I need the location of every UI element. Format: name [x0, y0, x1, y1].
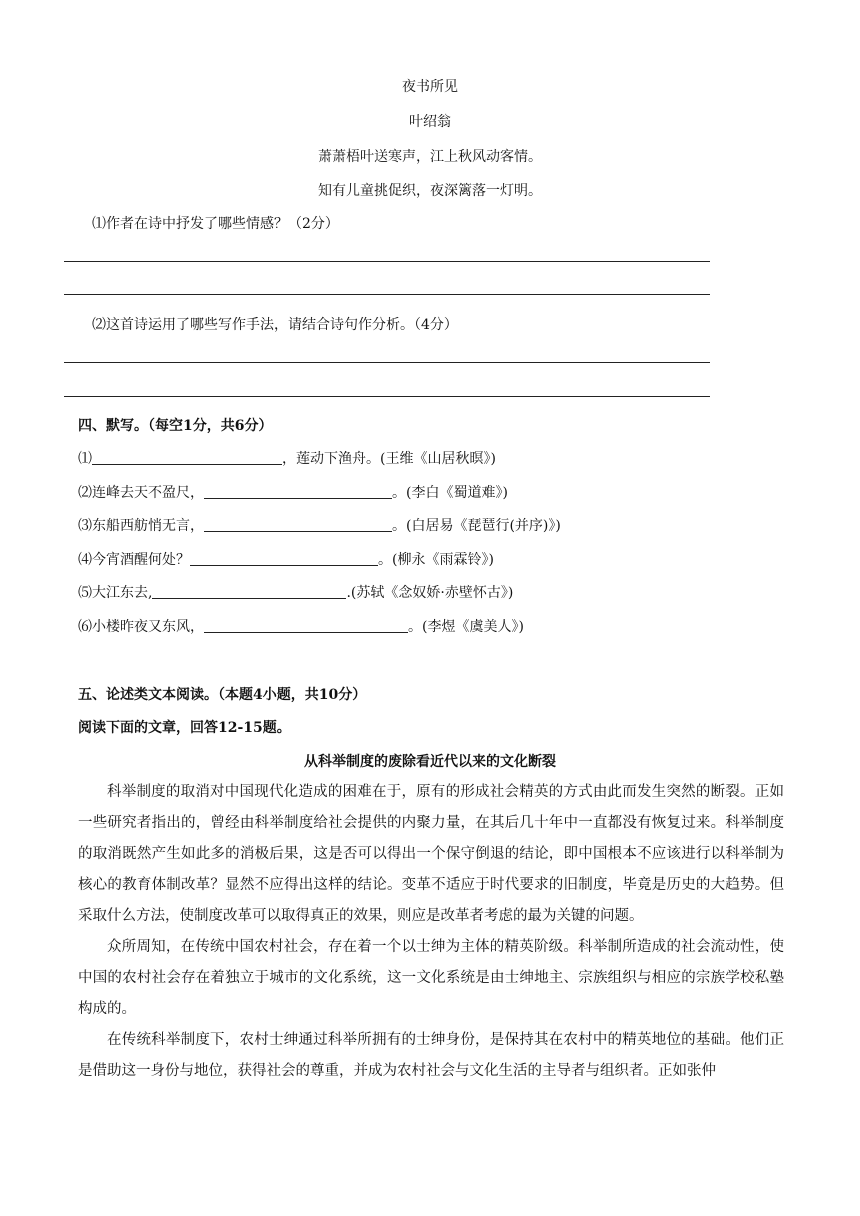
- dictation-prefix: ⑴: [78, 451, 92, 467]
- question-2: ⑵这首诗运用了哪些写作手法，请结合诗句作分析。（4分）: [92, 317, 458, 333]
- article-title: 从科举制度的废除看近代以来的文化断裂: [304, 754, 556, 770]
- dictation-item: [78, 515, 561, 535]
- poem-line-2: 知有儿童挑促织，夜深篱落一灯明。: [318, 183, 542, 199]
- question-1: ⑴作者在诗中抒发了哪些情感？（2分）: [92, 216, 339, 232]
- answer-line: [64, 396, 710, 397]
- fill-blank: [204, 484, 392, 499]
- answer-line: [64, 261, 710, 262]
- dictation-prefix: ⑸大江东去,: [78, 585, 153, 601]
- dictation-suffix: 。(白居易《琵琶行(并序)》): [392, 518, 561, 534]
- answer-line: [64, 294, 710, 295]
- poem-title: 夜书所见: [402, 79, 458, 95]
- answer-line: [64, 362, 710, 363]
- article-paragraph: 众所周知，在传统中国农村社会，存在着一个以士绅为主体的精英阶级。科举制所造成的社会流动性，使中国的农村社会存在着独立于城市的文化系统，这一文化系统是由士绅地主、宗族组织与相应的宗族学校私塾构成的。: [78, 939, 784, 1017]
- fill-blank: [190, 551, 378, 566]
- dictation-suffix: 。(李煜《虞美人》): [408, 619, 524, 635]
- section-5-instruction: 阅读下面的文章，回答12-15题。: [78, 720, 291, 736]
- poem-line-1: 萧萧梧叶送寒声，江上秋风动客情。: [318, 149, 542, 165]
- fill-blank: [152, 584, 346, 599]
- article-paragraph: 科举制度的取消对中国现代化造成的困难在于，原有的形成社会精英的方式由此而发生突然的断裂。正如一些研究者指出的，曾经由科举制度给社会提供的内聚力量，在其后几十年中一直都没有恢复过来。科举制度的取消既然产生如此多的消极后果，这是否可以得出一个保守倒退的结论，即中国根本不应该进行以科举制为核心的教育体制改革？显然不应得出这样的结论。变革不适应于时代要求的旧制度，毕竟是历史的大趋势。但采取什么方法，使制度改革可以取得真正的效果，则应是改革者考虑的最为关键的问题。: [78, 784, 784, 924]
- article-body: [78, 777, 784, 1087]
- dictation-prefix: ⑵连峰去天不盈尺，: [78, 485, 204, 501]
- fill-blank: [204, 618, 408, 633]
- section-4-heading: 四、默写。（每空1分，共6分）: [78, 418, 273, 434]
- fill-blank: [92, 450, 282, 465]
- dictation-item: [78, 482, 508, 502]
- section-5-heading: 五、论述类文本阅读。（本题4小题，共10分）: [78, 687, 367, 703]
- dictation-suffix: .(苏轼《念奴娇·赤壁怀古》): [346, 585, 514, 601]
- dictation-prefix: ⑷今宵酒醒何处？: [78, 552, 190, 568]
- poem-author: 叶绍翁: [409, 114, 451, 130]
- dictation-suffix: ，莲动下渔舟。(王维《山居秋暝》): [282, 451, 496, 467]
- dictation-item: [78, 616, 524, 636]
- dictation-item: [78, 448, 496, 468]
- dictation-item: [78, 582, 513, 602]
- dictation-prefix: ⑹小楼昨夜又东风，: [78, 619, 204, 635]
- dictation-prefix: ⑶东船西舫悄无言，: [78, 518, 204, 534]
- dictation-suffix: 。(李白《蜀道难》): [392, 485, 508, 501]
- article-paragraph: 在传统科举制度下，农村士绅通过科举所拥有的士绅身份，是保持其在农村中的精英地位的基础。他们正是借助这一身份与地位，获得社会的尊重，并成为农村社会与文化生活的主导者与组织者。正如张仲: [78, 1032, 784, 1079]
- fill-blank: [204, 517, 392, 532]
- dictation-suffix: 。(柳永《雨霖铃》): [378, 552, 494, 568]
- dictation-item: [78, 549, 494, 569]
